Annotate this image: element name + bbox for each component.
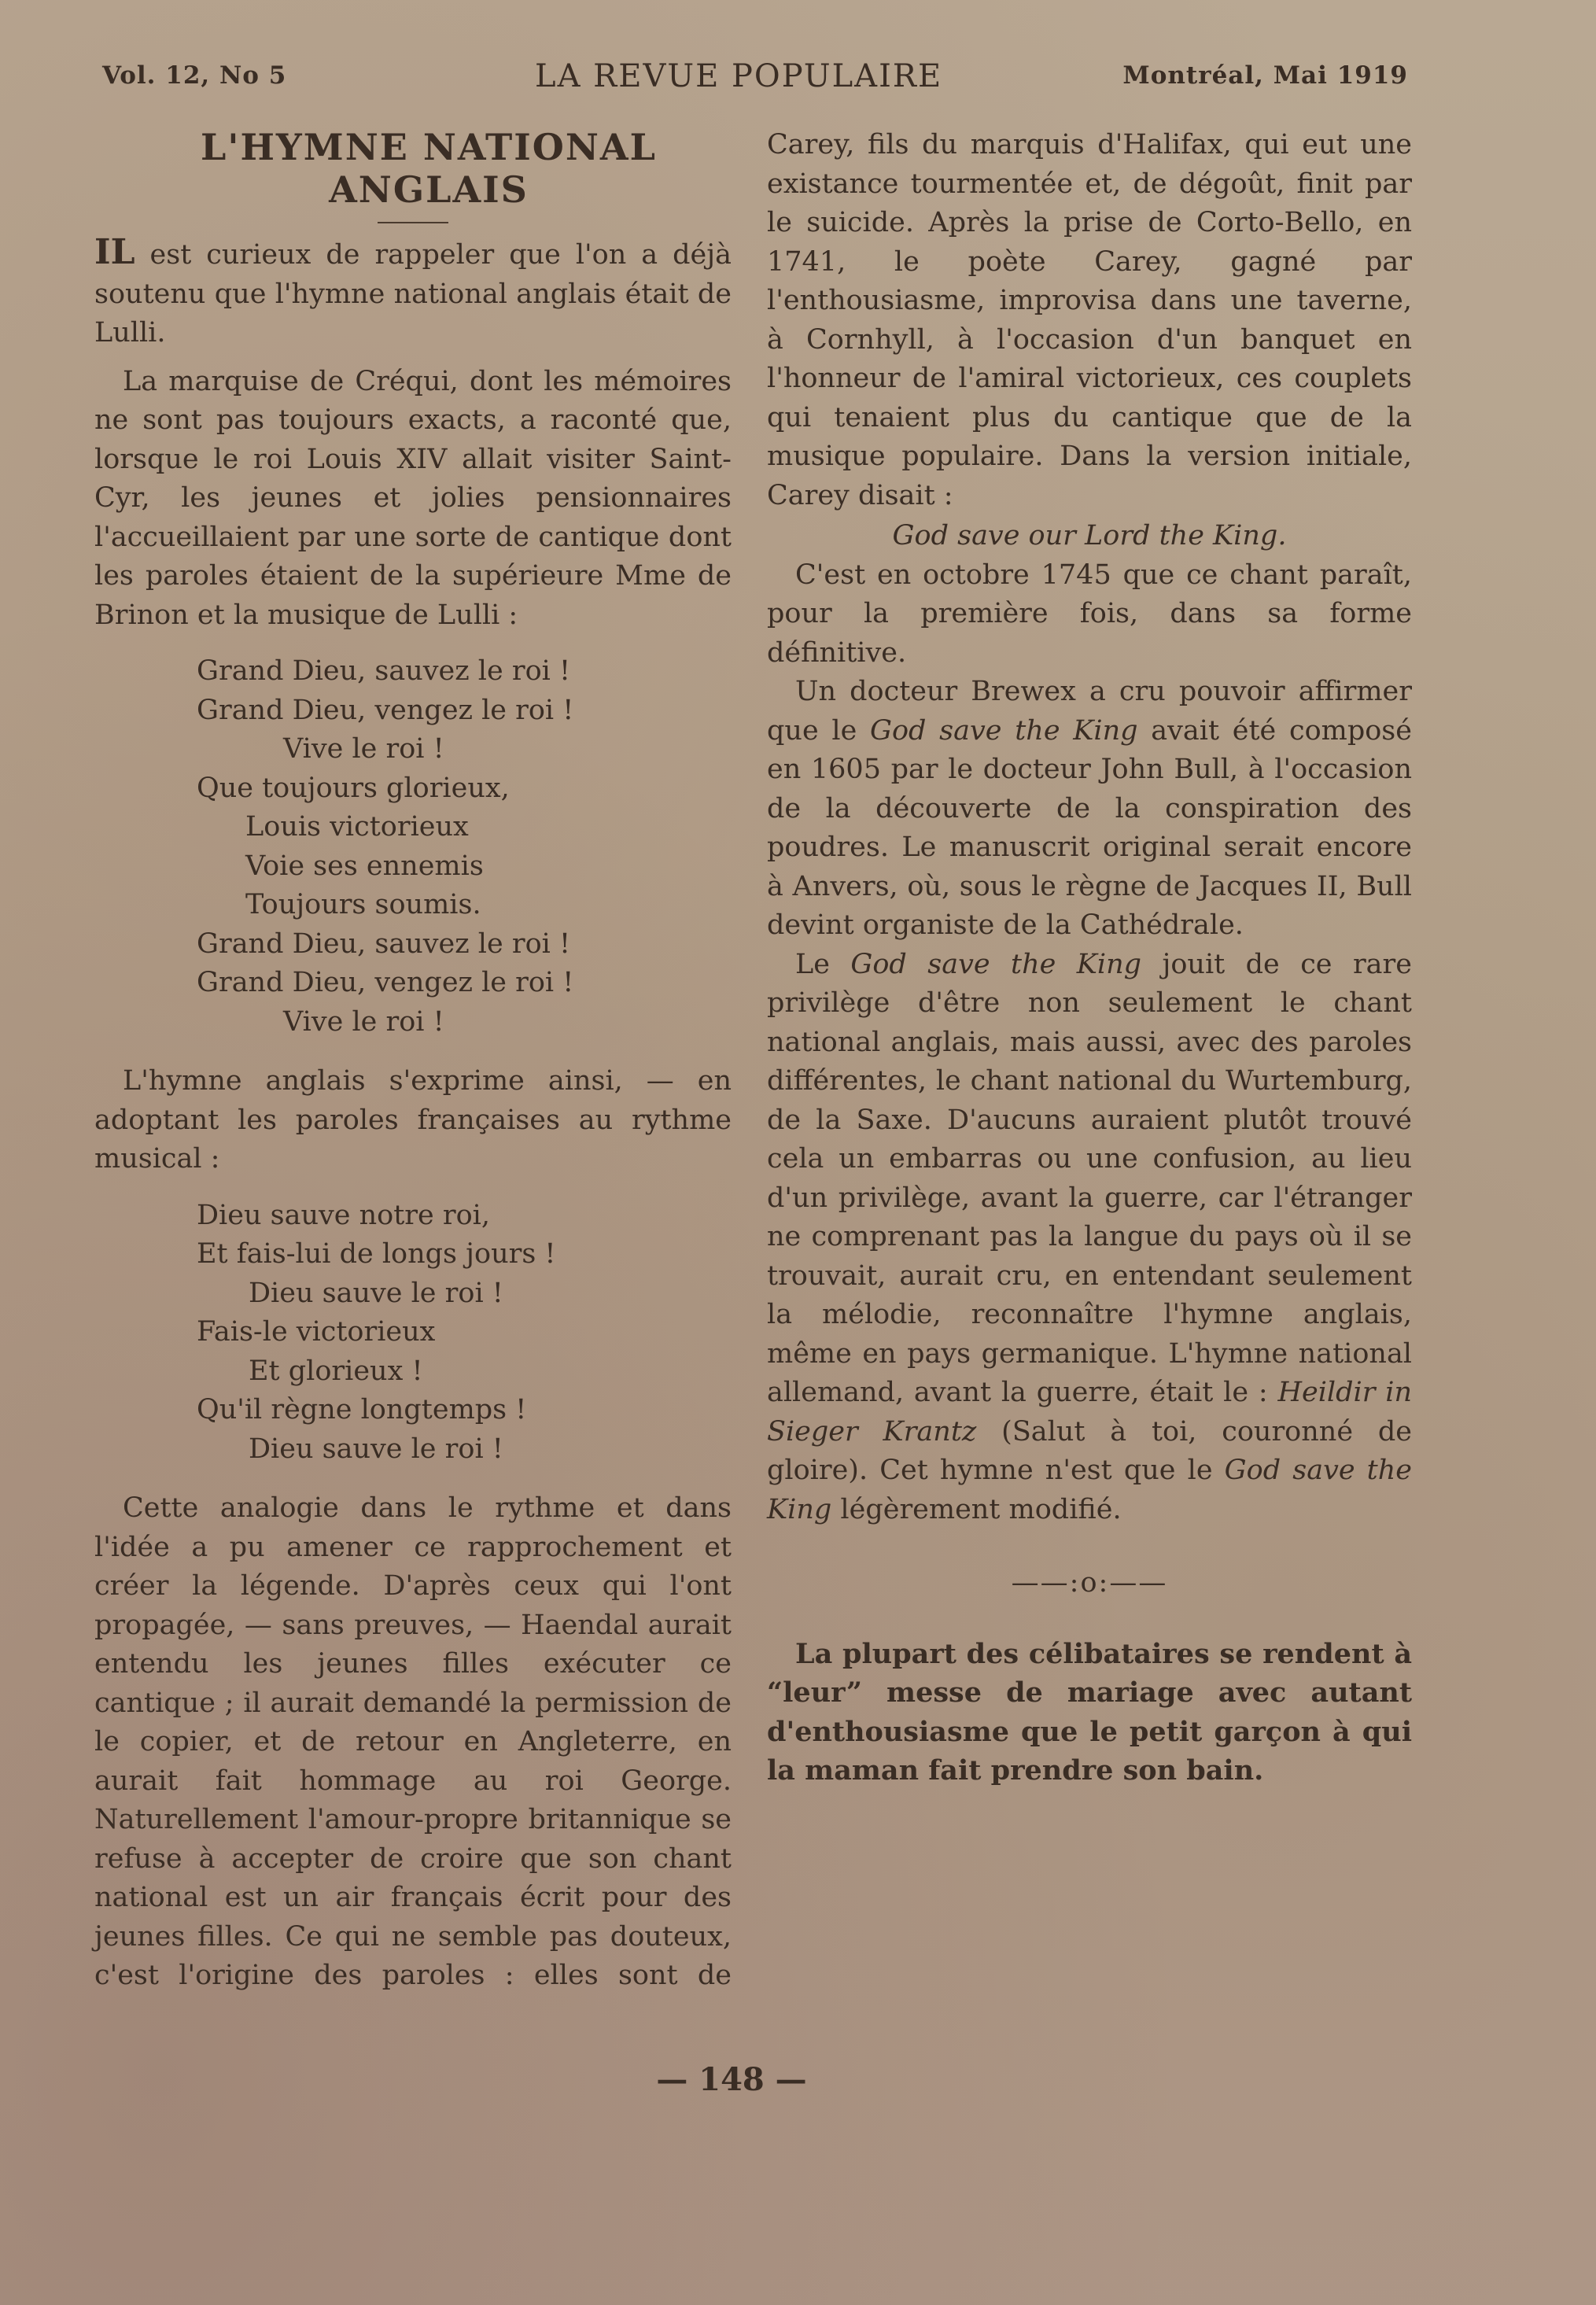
poem-line: Grand Dieu, sauvez le roi ! bbox=[197, 928, 571, 960]
paragraph-7-title-2: God save the King bbox=[767, 1455, 1413, 1525]
page-header bbox=[102, 58, 1408, 109]
poem-line: Voie ses ennemis bbox=[245, 850, 484, 882]
paragraph-7 bbox=[767, 946, 1412, 1530]
poem-line: Fais-le victorieux bbox=[197, 1316, 436, 1348]
left-column bbox=[94, 126, 732, 1996]
paragraph-6-title: God save the King bbox=[870, 714, 1138, 747]
paragraph-4-continued bbox=[767, 126, 1412, 515]
poem-english-translation bbox=[197, 1197, 732, 1470]
paragraph-2: La marquise de Créqui, dont les mémoires ne sont pas toujours exacts, a raconté que, lorsque le roi Louis XIV allait visiter Saint-Cyr, les jeunes et jolies pensionnaires l'accueillaient par une sorte de cantique dont les paroles étaient de la supérieure Mme de Brinon et la musique de Lulli : bbox=[94, 365, 732, 631]
paragraph-6 bbox=[767, 673, 1412, 946]
verse-quote: God save our Lord the King. bbox=[892, 520, 1287, 551]
poem-line: Qu'il règne longtemps ! bbox=[197, 1394, 527, 1425]
poem-line: Dieu sauve le roi ! bbox=[249, 1277, 503, 1309]
article-title-line2: ANGLAIS bbox=[329, 168, 529, 211]
volume-number: Vol. 12, No 5 bbox=[102, 61, 287, 90]
closing-note bbox=[767, 1635, 1412, 1791]
paragraph-7-text-mid2: (Salut à toi, couronné de gloire). Cet hymne n'est que le bbox=[767, 1415, 1412, 1486]
paragraph-4-continued-text: Carey, fils du marquis d'Halifax, qui eut une existance tourmentée et, de dégoût, finit par le suicide. Après la prise de Corto-Bello, en 1741, le poète Carey, gagné par l'enthousiasme, improvisa dans une taverne, à Cornhyll, à l'occasion d'un banquet en l'honneur de l'amiral victorieux, ces couplets qui tenaient plus du cantique que de la musique populaire. Dans la version initiale, Carey disait : bbox=[767, 129, 1412, 511]
paragraph-6-text-end: avait été composé en 1605 par le docteur John Bull, à l'occasion de la découverte de la conspiration des poudres. Le manuscrit original serait encore à Anvers, où, sous le règne de Jacques II, Bull devint organiste de la Cathédrale. bbox=[767, 714, 1412, 941]
paragraph-7-text: Le bbox=[795, 948, 851, 980]
poem-line: Toujours soumis. bbox=[245, 889, 481, 920]
paragraph-6-text: Un docteur Brewex a cru pouvoir affirmer que le bbox=[767, 676, 1412, 747]
issue-date: Montréal, Mai 1919 bbox=[1122, 61, 1408, 90]
paragraph-7-german-title: Heildir in Sieger Krantz bbox=[767, 1377, 1412, 1448]
paragraph-7-text-mid: jouit de ce rare privilège d'être non seulement le chant national anglais, mais aussi, avec des paroles différentes, le chant national du Wurtemburg, de la Saxe. D'aucuns auraient plutôt trouvé cela un embarras ou une confusion, au lieu d'un privilège, avant la guerre, car l'étranger ne comprenant pas la langue du pays où il se trouvait, aurait cru, en entendant seulement la mélodie, reconnaître l'hymne anglais, même en pays germanique. L'hymne national allemand, avant la guerre, était le : bbox=[767, 948, 1412, 1408]
right-column bbox=[767, 126, 1412, 1791]
publication-title: LA REVUE POPULAIRE bbox=[535, 58, 943, 94]
section-separator: ——:o:—— bbox=[1011, 1567, 1168, 1599]
poem-french bbox=[197, 652, 732, 1042]
poem-line: Et glorieux ! bbox=[249, 1355, 423, 1387]
paragraph-4: Cette analogie dans le rythme et dans l'idée a pu amener ce rapprochement et créer la légende. D'après ceux qui l'ont propagée, — sans preuves, — Haendal aurait entendu les jeunes filles exécuter ce cantique ; il aurait demandé la permission de le copier, et de retour en Angleterre, en aurait fait hommage au roi George. Naturellement l'amour-propre britannique se refuse à accepter de croire que son chant national est un air français écrit pour des jeunes filles. Ce qui ne semble pas douteux, c'est l'origine des paroles : elles sont de bbox=[94, 1492, 732, 1991]
drop-cap: IL bbox=[94, 232, 135, 272]
poem-line: Dieu sauve notre roi, bbox=[197, 1199, 490, 1231]
poem-line: Louis victorieux bbox=[245, 811, 469, 843]
poem-line: Que toujours glorieux, bbox=[197, 772, 510, 804]
article-title-line1: L'HYMNE NATIONAL bbox=[201, 126, 657, 168]
paragraph-5: C'est en octobre 1745 que ce chant paraît, pour la première fois, dans sa forme définitive. bbox=[767, 559, 1412, 669]
poem-line: Grand Dieu, sauvez le roi ! bbox=[197, 655, 571, 687]
title-rule bbox=[378, 222, 448, 223]
page-number: — 148 — bbox=[656, 2061, 807, 2098]
paragraph-7-title: God save the King bbox=[850, 948, 1142, 980]
paragraph-1 bbox=[94, 233, 732, 353]
paragraph-3: L'hymne anglais s'exprime ainsi, — en adoptant les paroles françaises au rythme musical : bbox=[94, 1065, 732, 1175]
poem-line: Vive le roi ! bbox=[283, 733, 444, 765]
closing-paragraph: La plupart des célibataires se rendent à “leur” messe de mariage avec autant d'enthousiasme que le petit garçon à qui la maman fait prendre son bain. bbox=[767, 1637, 1412, 1787]
paragraph-1-text: est curieux de rappeler que l'on a déjà soutenu que l'hymne national anglais était de Lulli. bbox=[94, 239, 732, 349]
paragraph-7-text-end: légèrement modifié. bbox=[831, 1493, 1122, 1525]
poem-line: Grand Dieu, vengez le roi ! bbox=[197, 694, 574, 726]
poem-line: Grand Dieu, vengez le roi ! bbox=[197, 967, 574, 998]
article-title bbox=[126, 126, 732, 211]
poem-line: Vive le roi ! bbox=[283, 1005, 444, 1038]
poem-line: Dieu sauve le roi ! bbox=[249, 1433, 503, 1465]
poem-line: Et fais-lui de longs jours ! bbox=[197, 1238, 556, 1270]
